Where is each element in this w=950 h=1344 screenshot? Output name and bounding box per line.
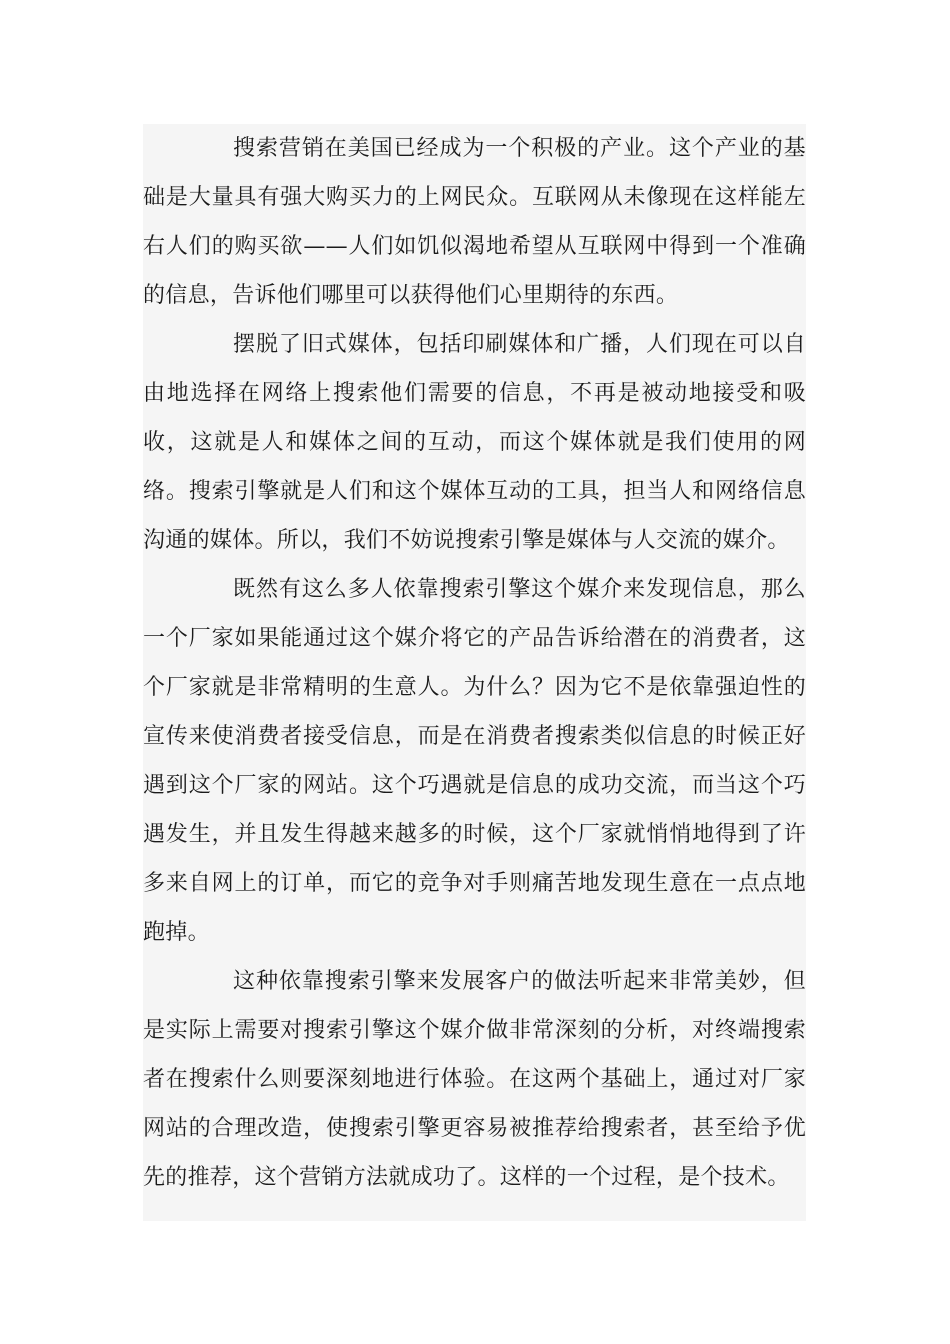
document-body bbox=[143, 124, 806, 1221]
paragraph-1: 搜索营销在美国已经成为一个积极的产业。这个产业的基础是大量具有强大购买力的上网民众。互联网从未像现在这样能左右人们的购买欲——人们如饥似渴地希望从互联网中得到一个准确的信息，告诉他们哪里可以获得他们心里期待的东西。 bbox=[143, 136, 806, 308]
paragraph-3: 既然有这么多人依靠搜索引擎这个媒介来发现信息，那么一个厂家如果能通过这个媒介将它的产品告诉给潜在的消费者，这个厂家就是非常精明的生意人。为什么？因为它不是依靠强迫性的宣传来使消费者接受信息，而是在消费者搜索类似信息的时候正好遇到这个厂家的网站。这个巧遇就是信息的成功交流，而当这个巧遇发生，并且发生得越来越多的时候，这个厂家就悄悄地得到了许多来自网上的订单，而它的竞争对手则痛苦地发现生意在一点点地跑掉。 bbox=[143, 577, 806, 945]
paragraph-4: 这种依靠搜索引擎来发展客户的做法听起来非常美妙，但是实际上需要对搜索引擎这个媒介做非常深刻的分析，对终端搜索者在搜索什么则要深刻地进行体验。在这两个基础上，通过对厂家网站的合理改造，使搜索引擎更容易被推荐给搜索者，甚至给予优先的推荐，这个营销方法就成功了。这样的一个过程，是个技术。 bbox=[143, 969, 806, 1190]
paragraph-2: 摆脱了旧式媒体，包括印刷媒体和广播，人们现在可以自由地选择在网络上搜索他们需要的信息，不再是被动地接受和吸收，这就是人和媒体之间的互动，而这个媒体就是我们使用的网络。搜索引擎就是人们和这个媒体互动的工具，担当人和网络信息沟通的媒体。所以，我们不妨说搜索引擎是媒体与人交流的媒介。 bbox=[143, 332, 806, 553]
